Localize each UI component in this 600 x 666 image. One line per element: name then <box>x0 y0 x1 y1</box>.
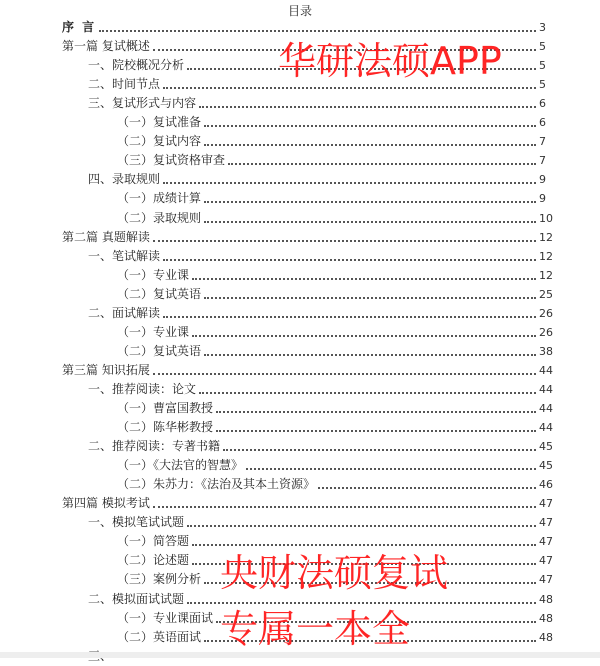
toc-entry-label: （三）案例分析 <box>117 570 203 589</box>
toc-page-number: 5 <box>539 40 546 53</box>
toc-entry[interactable] <box>117 132 553 151</box>
dot-leader <box>216 410 536 413</box>
dot-leader <box>192 277 536 280</box>
dot-leader <box>153 48 536 51</box>
toc-page-number: 48 <box>539 631 553 644</box>
toc-page-number: 47 <box>539 554 553 567</box>
toc-page-number: 9 <box>539 192 546 205</box>
toc-page-number: 44 <box>539 383 553 396</box>
toc-entry-label: （一）专业课面试 <box>117 609 215 628</box>
toc-entry-label: 四、录取规则 <box>88 170 162 189</box>
toc-entry[interactable] <box>62 494 553 513</box>
dot-leader <box>163 86 536 89</box>
dot-leader <box>204 200 536 203</box>
watermark-bottom-line2: 专属一本全 <box>220 607 411 651</box>
toc-page-number: 46 <box>539 478 553 491</box>
toc-page-number: 7 <box>539 135 546 148</box>
toc-entry-label: （二）英语面试 <box>117 628 203 647</box>
toc-entry[interactable] <box>117 570 553 589</box>
toc-entry[interactable] <box>117 266 553 285</box>
dot-leader <box>246 467 536 470</box>
toc-entry[interactable] <box>117 609 553 628</box>
toc-entry[interactable] <box>117 189 553 208</box>
toc-page-number: 10 <box>539 212 553 225</box>
dot-leader <box>192 334 536 337</box>
toc-page-number: 12 <box>539 269 553 282</box>
toc-entry[interactable] <box>88 94 553 113</box>
toc-page-number: 47 <box>539 535 553 548</box>
dot-leader <box>192 543 536 546</box>
toc-page-number: 6 <box>539 116 546 129</box>
toc-entry[interactable] <box>62 18 553 37</box>
dot-leader <box>204 353 536 356</box>
toc-entry[interactable] <box>88 380 553 399</box>
toc-entry-label: （一）复试准备 <box>117 113 203 132</box>
toc-entry[interactable] <box>88 590 553 609</box>
toc-entry[interactable] <box>117 285 553 304</box>
toc-page-number: 6 <box>539 97 546 110</box>
toc-page-number: 48 <box>539 593 553 606</box>
dot-leader <box>187 524 536 527</box>
dot-leader <box>204 296 536 299</box>
toc-page-number: 7 <box>539 154 546 167</box>
toc-page-number: 12 <box>539 250 553 263</box>
toc-page-number: 44 <box>539 421 553 434</box>
toc-entry[interactable] <box>62 228 553 247</box>
toc-entry[interactable] <box>62 37 553 56</box>
toc-entry-label: 一、推荐阅读：论文 <box>88 380 198 399</box>
dot-leader <box>204 220 536 223</box>
toc-entry[interactable] <box>117 323 553 342</box>
toc-page-number: 26 <box>539 307 553 320</box>
toc-entry-label: （二）陈华彬教授 <box>117 418 215 437</box>
toc-page-number: 9 <box>539 173 546 186</box>
dot-leader <box>187 601 536 604</box>
toc-page-number: 44 <box>539 364 553 377</box>
toc-entry[interactable] <box>117 151 553 170</box>
dot-leader <box>163 181 536 184</box>
toc-entry-label: 第二篇 真题解读 <box>62 228 152 247</box>
dot-leader <box>153 505 536 508</box>
toc-page-number: 25 <box>539 288 553 301</box>
toc-entry[interactable] <box>88 75 553 94</box>
toc-entry[interactable] <box>117 113 553 132</box>
dot-leader <box>99 29 536 32</box>
toc-entry[interactable] <box>88 170 553 189</box>
toc-page-number: 26 <box>539 326 553 339</box>
toc-entry[interactable] <box>117 342 553 361</box>
toc-page-number: 47 <box>539 573 553 586</box>
dot-leader <box>318 486 536 489</box>
toc-entry[interactable] <box>117 628 553 647</box>
toc-entry-label: 第三篇 知识拓展 <box>62 361 152 380</box>
dot-leader <box>163 315 536 318</box>
toc-page-number: 5 <box>539 78 546 91</box>
toc-entry-label: 三、复试形式与内容 <box>88 94 198 113</box>
dot-leader <box>204 639 536 642</box>
toc-entry-label: （一）专业课 <box>117 266 191 285</box>
toc-entry[interactable] <box>117 456 553 475</box>
toc-entry-label: 二、模拟面试试题 <box>88 590 186 609</box>
dot-leader <box>204 581 536 584</box>
toc-entry-label: 一、笔试解读 <box>88 247 162 266</box>
watermark-top: 华研法硕APP <box>278 39 502 83</box>
toc-title: 目录 <box>287 4 312 18</box>
dot-leader <box>216 429 536 432</box>
dot-leader <box>216 620 536 623</box>
toc-entry-label: 序 言 <box>62 18 98 37</box>
toc-entry-label: （二）朱苏力：《法治及其本土资源》 <box>117 475 317 494</box>
toc-entry-label: （二）录取规则 <box>117 209 203 228</box>
toc-entry-label: 一、院校概况分析 <box>88 56 186 75</box>
dot-leader <box>228 162 536 165</box>
dot-leader <box>223 448 536 451</box>
watermark-bottom-line1: 央财法硕复试 <box>220 551 449 595</box>
toc-page-number: 5 <box>539 59 546 72</box>
dot-leader <box>199 391 536 394</box>
toc-entry[interactable] <box>117 532 553 551</box>
toc-entry-label: 二、时间节点 <box>88 75 162 94</box>
toc-entry[interactable] <box>88 304 553 323</box>
toc-entry-label: 第四篇 模拟考试 <box>62 494 152 513</box>
toc-page-number: 3 <box>539 21 546 34</box>
toc-entry-label: （二）论述题 <box>117 551 191 570</box>
toc-entry-label: （二）复试英语 <box>117 342 203 361</box>
toc-page-number: 12 <box>539 231 553 244</box>
toc-entry-label: （一）简答题 <box>117 532 191 551</box>
toc-page-number: 45 <box>539 459 553 472</box>
toc-page-number: 48 <box>539 612 553 625</box>
toc-entry-label: 第一篇 复试概述 <box>62 37 152 56</box>
toc-entry[interactable] <box>88 513 553 532</box>
dot-leader <box>204 124 536 127</box>
toc-entry[interactable] <box>88 56 553 75</box>
toc-entry-label: （一）专业课 <box>117 323 191 342</box>
toc-entry-label: （二）复试内容 <box>117 132 203 151</box>
toc-page-number: 45 <box>539 440 553 453</box>
toc-entry[interactable] <box>88 247 553 266</box>
toc-entry[interactable] <box>117 475 553 494</box>
toc-entry-label: 一、模拟笔试试题 <box>88 513 186 532</box>
toc-entry-label: （二）复试英语 <box>117 285 203 304</box>
toc-entry-label: （一）成绩计算 <box>117 189 203 208</box>
dot-leader <box>187 67 536 70</box>
dot-leader <box>153 239 536 242</box>
dot-leader <box>199 105 536 108</box>
toc-page-number: 47 <box>539 516 553 529</box>
toc-entry-label: （一）《大法官的智慧》 <box>117 456 245 475</box>
toc-page-number: 38 <box>539 345 553 358</box>
toc-entry[interactable] <box>117 418 553 437</box>
toc-entry-label: （一）曹富国教授 <box>117 399 215 418</box>
dot-leader <box>192 562 536 565</box>
toc-entry-label: 二、推荐阅读：专著书籍 <box>88 437 222 456</box>
toc-entry[interactable] <box>117 399 553 418</box>
toc-entry[interactable] <box>117 209 553 228</box>
toc-entry[interactable] <box>117 551 553 570</box>
toc-entry[interactable] <box>62 361 553 380</box>
dot-leader <box>163 258 536 261</box>
toc-page-number: 47 <box>539 497 553 510</box>
page-bottom-edge <box>0 652 600 658</box>
toc-entry[interactable] <box>88 437 553 456</box>
dot-leader <box>204 143 536 146</box>
toc-entry-label: 二、面试解读 <box>88 304 162 323</box>
dot-leader <box>153 372 536 375</box>
toc-page-number: 44 <box>539 402 553 415</box>
toc-entry-label: （三）复试资格审查 <box>117 151 227 170</box>
